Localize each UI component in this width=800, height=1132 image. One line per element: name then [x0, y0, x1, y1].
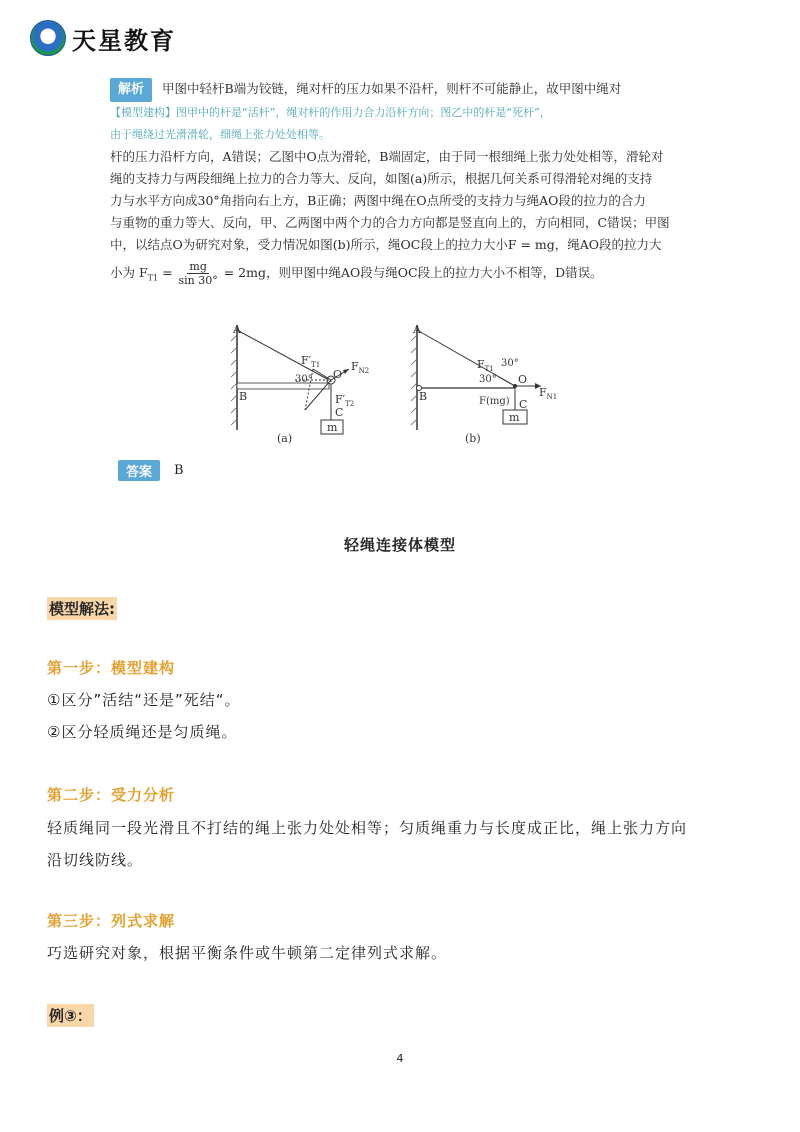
fig-b-label-angle2: 30°	[479, 374, 497, 385]
fig-b-label-A: A	[413, 323, 421, 336]
fig-a-label-O: O	[333, 368, 343, 381]
fig-a-label-C: C	[335, 406, 344, 419]
analysis-text-6: 中，以结点O为研究对象，受力情况如图(b)所示，绳OC段上的拉力大小F = mg，绳AO段的拉力大	[110, 237, 662, 252]
fig-b-ft1-main: F	[477, 358, 485, 371]
fig-b-caption: (b)	[465, 432, 481, 445]
fig-a-fn2-sub: N2	[358, 367, 370, 376]
analysis-text-4: 力与水平方向成30°角指向右上方，B正确；两图中绳在O点所受的支持力与绳AO段的拉力的合力	[110, 193, 646, 208]
step1-line1: ①区分”活结“还是”死结“。	[47, 691, 241, 709]
step2-title: 第二步：受力分析	[47, 786, 176, 804]
fraction-denominator: sin 30°	[178, 274, 218, 287]
fig-a-ft2-sub: T2	[345, 400, 355, 409]
analysis-line	[110, 78, 700, 102]
handwritten-note-2: 由于绳绕过光滑滑轮，细绳上张力处处相等。	[110, 128, 330, 141]
formula-lhs-sub: T1	[147, 273, 159, 283]
step2-line2: 沿切线防线。	[47, 851, 144, 869]
fig-a-fn2-main: F	[351, 360, 359, 373]
fig-a-label-fn2	[351, 360, 369, 375]
fig-b-ft1-sub: T1	[484, 365, 494, 374]
fig-b-label-ft1	[477, 358, 494, 373]
fig-a-label-A: A	[233, 323, 241, 336]
step1-line2: ②区分轻质绳还是匀质绳。	[47, 723, 238, 741]
analysis-text-1: 甲图中轻杆B端为铰链，绳对杆的压力如果不沿杆，则杆不可能静止，故甲图中绳对	[162, 81, 622, 96]
step3-title: 第三步：列式求解	[47, 912, 176, 930]
fig-b-label-fn1	[539, 386, 557, 401]
analysis-block	[110, 78, 700, 290]
logo-text: 天星教育	[72, 25, 176, 55]
step3-line1: 巧选研究对象，根据平衡条件或牛顿第二定律列式求解。	[47, 944, 448, 962]
fig-a-ft1-main: F′	[301, 354, 312, 367]
fig-b-label-O: O	[518, 373, 528, 386]
fig-a-label-ft2	[335, 393, 354, 408]
analysis-text-5: 与重物的重力等大、反向，甲、乙两图中两个力的合力方向都是竖直向上的，方向相同，C错误；甲图	[110, 215, 670, 230]
answer-tag: 答案	[118, 460, 160, 481]
fig-b-label-angle1: 30°	[501, 358, 519, 369]
fig-a-label-angle: 30°	[295, 374, 313, 385]
fig-b-label-B: B	[419, 390, 428, 403]
fig-b-label-m: m	[509, 411, 520, 424]
formula-eq: =	[158, 265, 177, 280]
figure-b-diagram	[405, 320, 555, 450]
figure-a	[225, 320, 375, 454]
fig-b-fn1-main: F	[539, 386, 547, 399]
analysis-text-2: 杆的压力沿杆方向，A错误；乙图中O点为滑轮，B端固定，由于同一根细绳上张力处处相等，滑轮对	[110, 149, 664, 164]
fig-b-label-fmg: F(mg)	[479, 396, 510, 407]
logo-emblem-icon	[30, 20, 66, 56]
step1-title: 第一步：模型建构	[47, 659, 176, 677]
example-label: 例③：	[47, 1004, 94, 1027]
handwritten-note-1: 【模型建构】图甲中的杆是“活杆”，绳对杆的作用力合力沿杆方向；图乙中的杆是“死杆”，	[110, 106, 551, 119]
formula-rhs: = 2mg，则甲图中绳AO段与绳OC段上的拉力大小不相等，D错误。	[219, 265, 603, 280]
figure-a-diagram	[225, 320, 375, 450]
formula-fraction	[179, 260, 218, 287]
fig-a-ft1-sub: T1	[311, 361, 321, 370]
fraction-numerator: mg	[189, 260, 207, 273]
figure-b	[405, 320, 558, 454]
fig-b-label-C: C	[519, 398, 528, 411]
answer-row	[118, 460, 184, 481]
fig-b-fn1-sub: N1	[546, 393, 558, 402]
fig-a-caption: (a)	[277, 432, 293, 445]
method-label: 模型解法:	[47, 597, 117, 620]
logo	[30, 20, 176, 56]
fig-a-label-ft1	[301, 354, 320, 369]
analysis-text-7	[110, 260, 700, 290]
section-title: 轻绳连接体模型	[343, 536, 456, 554]
formula-lhs: 小为 F	[110, 265, 148, 280]
analysis-text-3: 绳的支持力与两段细绳上拉力的合力等大、反向，如图(a)所示，根据几何关系可得滑轮对绳的支持	[110, 171, 653, 186]
step2-line1: 轻质绳同一段光滑且不打结的绳上张力处处相等；匀质绳重力与长度成正比，绳上张力方向	[47, 819, 688, 837]
fig-a-label-B: B	[239, 390, 248, 403]
fig-a-label-m: m	[327, 421, 338, 434]
page-number: 4	[396, 1052, 404, 1065]
answer-value: B	[174, 463, 184, 478]
analysis-tag: 解析	[110, 78, 152, 102]
fig-a-ft2-main: F′	[335, 393, 346, 406]
